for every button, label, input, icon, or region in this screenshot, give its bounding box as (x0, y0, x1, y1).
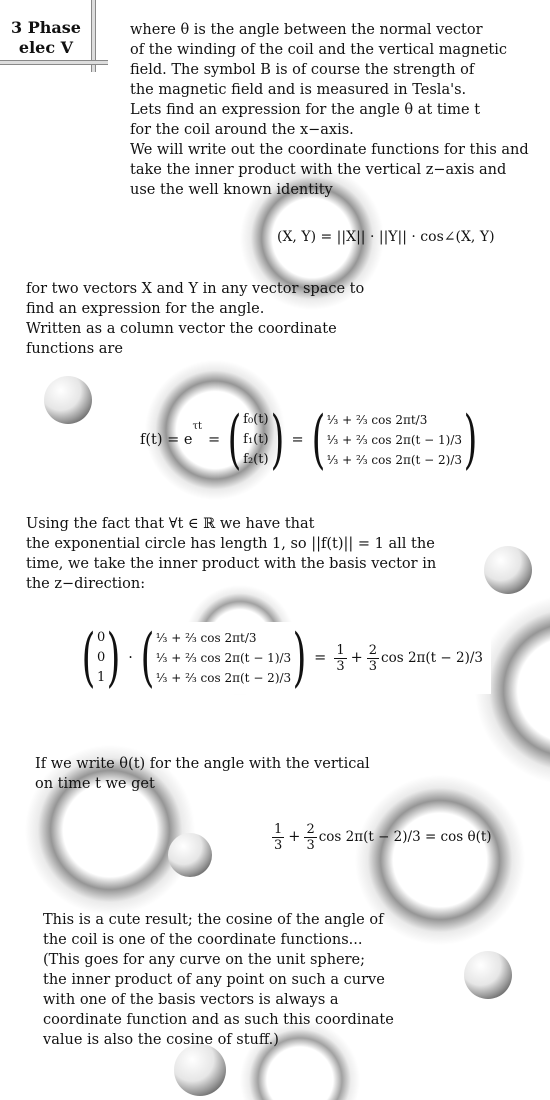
coordinate-functions-equation (140, 405, 479, 475)
eq-sign: = (291, 432, 304, 448)
right-paren: ) (270, 403, 284, 477)
eq-sign: = (208, 432, 221, 448)
text-line: for the coil around the x−axis. (130, 122, 354, 138)
text-line: find an expression for the angle. (26, 301, 265, 317)
paragraph-3 (26, 514, 436, 594)
eq-tail: cos 2π(t − 2)/3 (381, 650, 483, 666)
tag-rule-horizontal (0, 60, 108, 65)
tag-line-1: 3 Phase (11, 18, 81, 37)
fraction (272, 822, 284, 853)
text-line: value is also the cosine of stuff.) (43, 1032, 279, 1048)
component-column (243, 410, 268, 470)
plus-sign: + (288, 829, 301, 845)
fraction (367, 643, 379, 674)
text-line: Lets find an expression for the angle θ at time t (130, 102, 481, 118)
numerator: 2 (368, 642, 378, 658)
basis-entry: 0 (96, 650, 106, 665)
plus-sign: + (350, 650, 363, 666)
tag-line-2: elec V (18, 38, 74, 57)
left-paren: ( (227, 403, 242, 477)
left-paren: ( (311, 403, 326, 477)
text-line: coordinate function and as such this coordinate (43, 1012, 394, 1028)
eq-lhs: f(t) = e (140, 432, 193, 448)
text-line: of the winding of the coil and the vertical magnetic (130, 42, 507, 58)
text-line: the exponential circle has length 1, so ||f(t)|| = 1 all the (26, 536, 435, 552)
denominator: 3 (336, 658, 345, 674)
value: ⅓ + ⅔ cos 2πt/3 (326, 413, 428, 427)
text-line: This is a cute result; the cosine of the angle of (43, 912, 384, 928)
basis-entry: 0 (96, 630, 106, 645)
text-line: take the inner product with the vertical z−axis and (130, 162, 507, 178)
text-line: field. The symbol B is of course the strength of (130, 62, 475, 78)
right-paren: ) (292, 621, 307, 695)
component: f₀(t) (243, 412, 269, 427)
text-line: the inner product of any point on such a curve (43, 972, 385, 988)
text-line: functions are (26, 341, 123, 357)
numerator: 1 (274, 821, 283, 837)
value: ⅓ + ⅔ cos 2π(t − 1)/3 (326, 433, 463, 447)
value: ⅓ + ⅔ cos 2π(t − 2)/3 (155, 671, 292, 685)
fraction (304, 822, 316, 853)
text-line: where θ is the angle between the normal vector (130, 22, 483, 38)
numerator: 1 (336, 642, 345, 658)
paragraph-4 (35, 754, 370, 794)
basis-entry: 1 (96, 670, 106, 685)
text-line: the magnetic field and is measured in Tesla's. (130, 82, 467, 98)
text-line: with one of the basis vectors is always a (43, 992, 339, 1008)
sidebar-tag (6, 18, 86, 58)
left-paren: ( (81, 621, 96, 695)
text-line: the coil is one of the coordinate functions... (43, 932, 363, 948)
text-line: on time t we get (35, 776, 155, 792)
denominator: 3 (274, 837, 283, 853)
text-line: If we write θ(t) for the angle with the vertical (35, 756, 370, 772)
text-line: We will write out the coordinate functions for this and (130, 142, 529, 158)
denominator: 3 (306, 837, 315, 853)
eq-tail: cos 2π(t − 2)/3 = cos θ(t) (318, 829, 492, 845)
final-equation (270, 816, 492, 858)
paragraph-2 (26, 279, 364, 359)
intro-paragraph (130, 20, 529, 200)
text-line: Written as a column vector the coordinate (26, 321, 337, 337)
right-paren: ) (106, 621, 121, 695)
paragraph-5 (43, 910, 394, 1050)
text-line: use the well known identity (130, 182, 333, 198)
component: f₁(t) (243, 432, 269, 447)
eq-exponent: τt (192, 421, 203, 432)
dot-operator: · (128, 650, 133, 666)
fraction (334, 643, 346, 674)
identity-equation: (X, Y) = ||X|| · ||Y|| · cos∠(X, Y) (277, 229, 495, 245)
value-column (156, 628, 291, 688)
text-line: time, we take the inner product with the basis vector in (26, 556, 437, 572)
text-line: Using the fact that ∀t ∈ ℝ we have that (26, 516, 315, 532)
right-paren: ) (463, 403, 478, 477)
basis-column (97, 628, 105, 688)
component: f₂(t) (243, 452, 269, 467)
numerator: 2 (306, 821, 315, 837)
denominator: 3 (368, 658, 378, 674)
text-line: for two vectors X and Y in any vector space to (26, 281, 365, 297)
text-line: the z−direction: (26, 576, 146, 592)
value: ⅓ + ⅔ cos 2πt/3 (155, 631, 257, 645)
value: ⅓ + ⅔ cos 2π(t − 1)/3 (155, 651, 292, 665)
eq-sign: = (314, 650, 327, 666)
left-paren: ( (140, 621, 155, 695)
value-column (327, 410, 462, 470)
value: ⅓ + ⅔ cos 2π(t − 2)/3 (326, 453, 463, 467)
text-line: (This goes for any curve on the unit sphere; (43, 952, 366, 968)
inner-product-equation (80, 622, 491, 694)
